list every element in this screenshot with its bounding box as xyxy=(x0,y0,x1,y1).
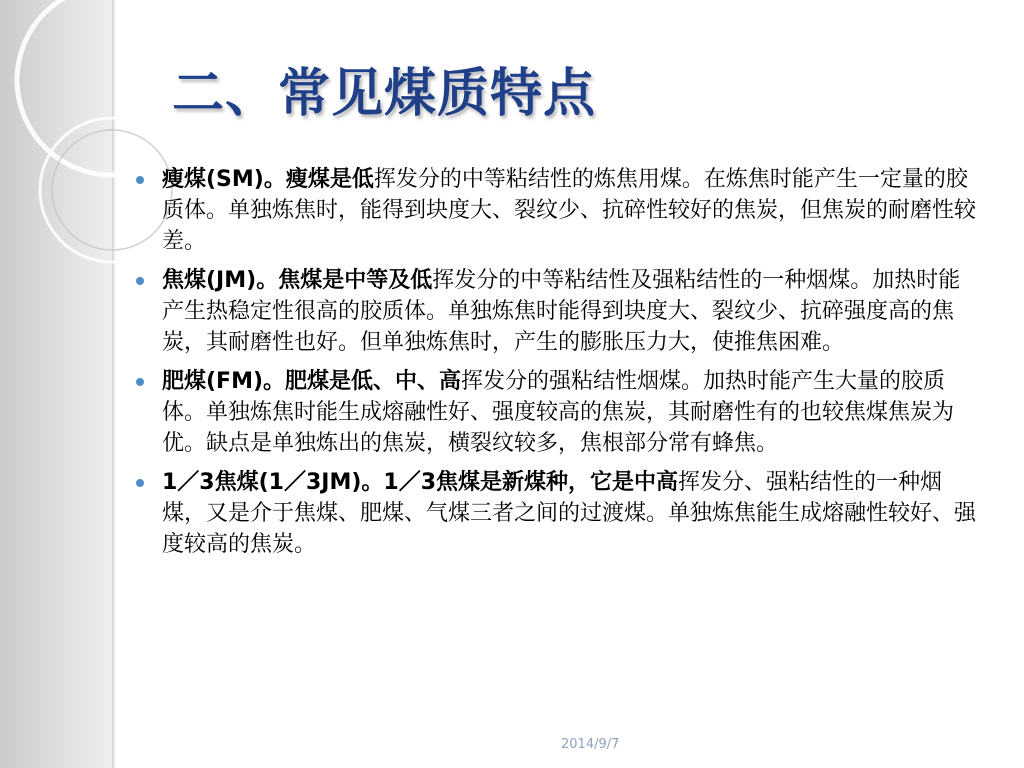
list-item xyxy=(130,366,980,459)
bullet-icon xyxy=(136,378,144,386)
bullet-icon xyxy=(136,479,144,487)
list-item xyxy=(130,164,980,257)
item-text: 挥发分的中等粘结性及强粘结性的一种烟煤。加热时能产生热稳定性很高的胶质体。单独炼焦时能得到块度大、裂纹少、抗碎强度高的焦炭，其耐磨性也好。但单独炼焦时，产生的膨胀压力大，使推焦困难。 xyxy=(162,268,961,355)
bullet-icon xyxy=(136,277,144,285)
item-lead: 1／3焦煤(1／3JM)。1／3焦煤是新煤种，它是中高 xyxy=(162,470,679,495)
footer-date: 2014/9/7 xyxy=(561,737,620,752)
slide-title: 二、常见煤质特点 xyxy=(172,64,597,124)
item-lead: 肥煤(FM)。肥煤是低、中、高 xyxy=(162,369,462,394)
bullet-list xyxy=(130,164,980,568)
item-lead: 瘦煤(SM)。瘦煤是低 xyxy=(162,167,374,192)
item-lead: 焦煤(JM)。焦煤是中等及低 xyxy=(162,268,433,293)
item-text: 挥发分、强粘结性的一种烟煤，又是介于焦煤、肥煤、气煤三者之间的过渡煤。单独炼焦能生成熔融性较好、强度较高的焦炭。 xyxy=(162,470,977,557)
list-item xyxy=(130,467,980,560)
bullet-icon xyxy=(136,176,144,184)
item-text: 挥发分的中等粘结性的炼焦用煤。在炼焦时能产生一定量的胶质体。单独炼焦时，能得到块度大、裂纹少、抗碎性较好的焦炭，但焦炭的耐磨性较差。 xyxy=(162,167,977,254)
list-item xyxy=(130,265,980,358)
item-text: 挥发分的强粘结性烟煤。加热时能产生大量的胶质体。单独炼焦时能生成熔融性好、强度较高的焦炭，其耐磨性有的也较焦煤焦炭为优。缺点是单独炼出的焦炭，横裂纹较多，焦根部分常有蜂焦。 xyxy=(162,369,955,456)
